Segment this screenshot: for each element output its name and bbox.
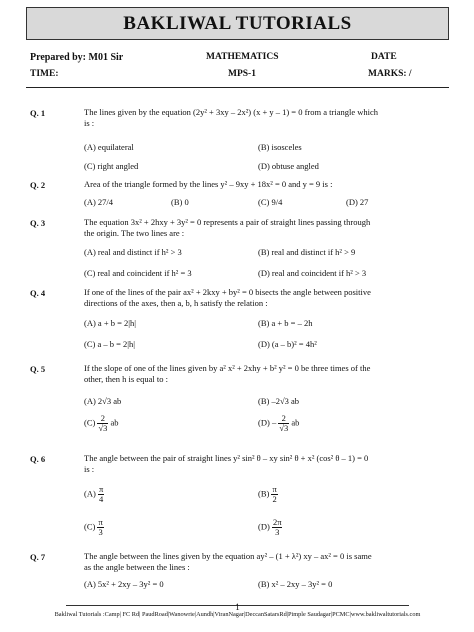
option: (A) $\frac{\pi}{4}$ (84, 484, 104, 504)
question-number: Q. 4 (30, 288, 46, 298)
option: (A) real and distinct if h² > 3 (84, 247, 182, 257)
question-number: Q. 7 (30, 552, 46, 562)
option: (C) real and coincident if h² = 3 (84, 268, 192, 278)
option: (C) right angled (84, 161, 139, 171)
option: (B) $\frac{\pi}{2}$ (258, 484, 277, 504)
option: (B) x² – 2xy – 3y² = 0 (258, 579, 333, 589)
option: (A) 27/4 (84, 197, 114, 207)
marks-label: MARKS: / (368, 69, 412, 79)
option: (D) $\frac{2\pi}{3}$ (258, 517, 282, 537)
fraction: $\frac{2}{√3}$ (279, 413, 289, 433)
page-number: 1 (235, 602, 240, 612)
footer-address: Bakliwal Tutorials :Camp| FC Rd| PaudRoad|Wanowrie|Aundh|ViranNagar|DeccanSatarsRd|Pimple Saudagar|PCMC|www.bakliwaltutorials.com (54, 611, 421, 618)
question-text: If one of the lines of the pair ax² + 2kxy + by² = 0 bisects the angle between positive directions of the axes, then a, b, h satisfy the relation : (84, 287, 371, 308)
question-number: Q. 5 (30, 364, 46, 374)
option: (A) 5x² + 2xy – 3y² = 0 (84, 579, 164, 589)
question-number: Q. 1 (30, 108, 46, 118)
question-text: Area of the triangle formed by the lines y² – 9xy + 18x² = 0 and y = 9 is : (84, 179, 333, 189)
subject-label: MATHEMATICS (206, 52, 279, 62)
question-text: If the slope of one of the lines given by a² x² + 2xhy + b² y² = 0 be three times of the other, then h is equal to : (84, 363, 371, 384)
option: (B) a + b = – 2h (258, 318, 313, 328)
question-number: Q. 6 (30, 454, 46, 464)
option: (C) 9/4 (258, 197, 283, 207)
question-text: The lines given by the equation (2y² + 3xy – 2x²) (x + y – 1) = 0 from a triangle which is : (84, 107, 379, 128)
fraction: $\frac{\pi}{4}$ (98, 484, 104, 504)
option: (D) real and coincident if h² > 3 (258, 268, 367, 278)
option: (D) 27 (346, 197, 369, 207)
worksheet-page (26, 7, 449, 624)
question-text: The equation 3x² + 2hxy + 3y² = 0 represents a pair of straight lines passing through the origin. The two lines are : (84, 217, 371, 238)
option: (D) (a – b)² = 4h² (258, 339, 317, 349)
option: (A) equilateral (84, 142, 134, 152)
option: (B) –2√3 ab (258, 396, 300, 406)
option: (C) a – b = 2|h| (84, 339, 135, 349)
fraction: $\frac{\pi}{2}$ (272, 484, 277, 504)
option: (B) real and distinct if h² > 9 (258, 247, 356, 257)
question-number: Q. 2 (30, 180, 46, 190)
question-text: The angle between the pair of straight lines y² sin² θ – xy sin² θ + x² (cos² θ – 1) = 0 is : (84, 453, 369, 474)
prepared-by: Prepared by: M01 Sir (30, 52, 124, 63)
option: (B) 0 (171, 197, 189, 207)
question-number: Q. 3 (30, 218, 46, 228)
option: (D) obtuse angled (258, 161, 319, 171)
question-text: The angle between the lines given by the equation ay² – (1 + λ²) xy – ax² = 0 is same as the angle between the lines : (84, 551, 372, 572)
time-label: TIME: (30, 69, 59, 79)
option: (B) isosceles (258, 142, 302, 152)
option: (C) $\frac{2}{√3}$ ab (84, 413, 119, 433)
option: (A) a + b = 2|h| (84, 318, 136, 328)
fraction: $\frac{\pi}{3}$ (98, 517, 103, 537)
option: (D) – $\frac{2}{√3}$ ab (258, 413, 300, 433)
date-label: DATE (371, 52, 397, 62)
option: (A) 2√3 ab (84, 396, 122, 406)
institute-banner: BAKLIWAL TUTORIALS (26, 7, 449, 40)
fraction: $\frac{2\pi}{3}$ (272, 517, 282, 537)
paper-code: MPS-1 (228, 69, 256, 79)
fraction: $\frac{2}{√3}$ (98, 413, 108, 433)
header-divider (26, 87, 449, 88)
option: (C) $\frac{\pi}{3}$ (84, 517, 103, 537)
